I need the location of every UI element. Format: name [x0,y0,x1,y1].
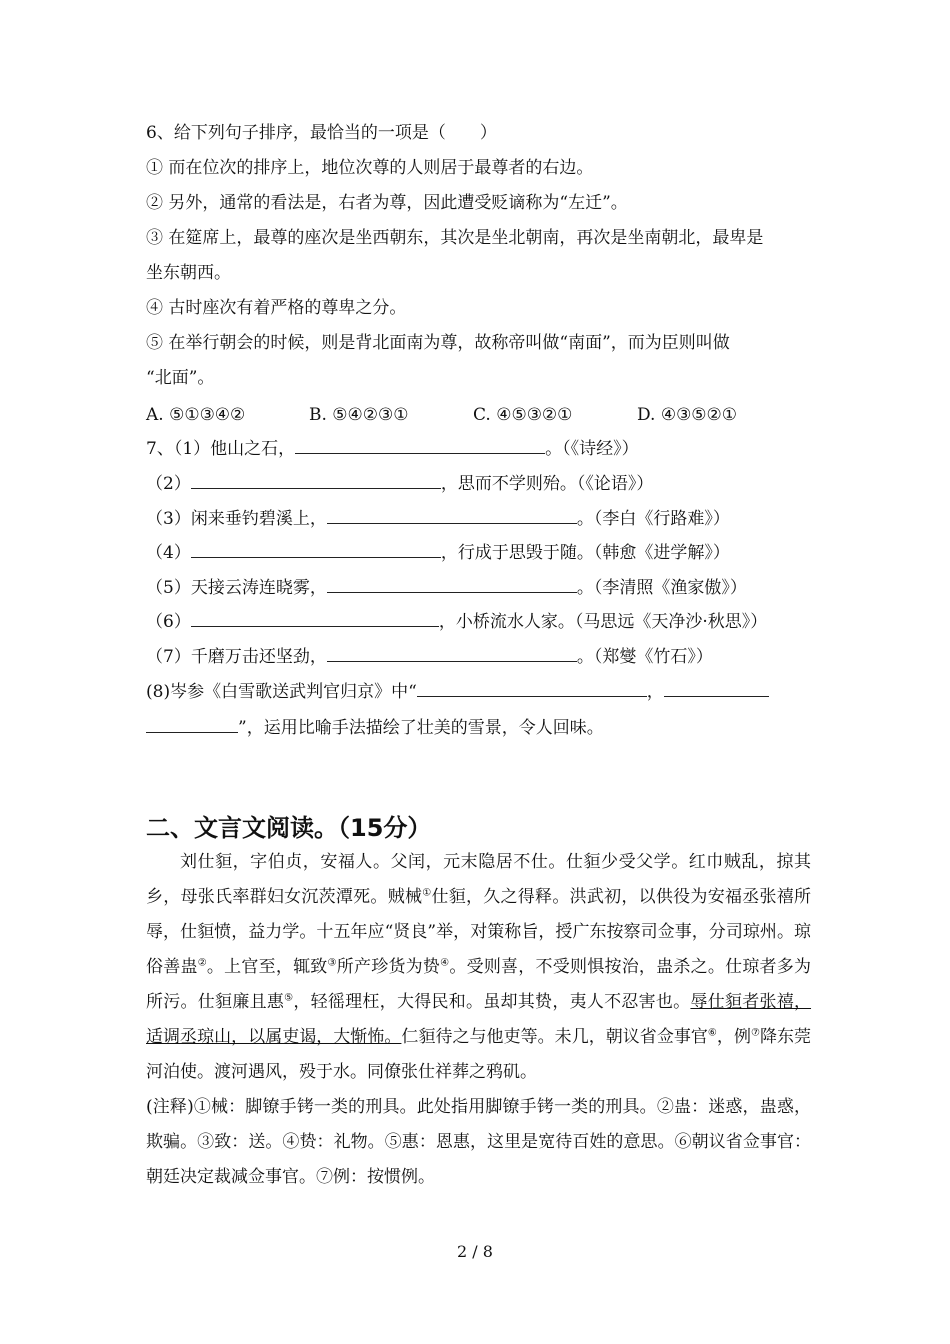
q7-8-blank-2b[interactable] [146,716,238,733]
q7-5-blank[interactable] [327,576,577,593]
q7-4-prefix: （4） [146,543,191,563]
q7-line-7 [146,645,713,669]
q7-4-suffix: ，行成于思毁于随。（韩愈《进学解》） [440,543,730,563]
q7-8-comma: ， [646,682,664,702]
q7-4-blank[interactable] [191,541,441,558]
classical-passage [146,845,811,1195]
q6-option-d: D. ④③⑤②① [637,405,738,425]
q6-option-a: A. ⑤①③④② [146,405,246,425]
q6-sentence-3a: ③ 在筵席上，最尊的座次是坐西朝东，其次是坐北朝南，再次是坐南朝北，最卑是 [146,228,764,248]
q7-1-blank[interactable] [295,437,545,454]
q7-line-8 [146,680,769,704]
q6-option-c: C. ④⑤③②① [473,405,573,425]
page-number: 2 / 8 [457,1242,493,1261]
q7-2-prefix: （2） [146,474,191,494]
q7-5-prefix: （5）天接云涛连晓雾， [146,578,327,598]
q7-8-prefix: (8)岑参《白雪歌送武判官归京》中“ [146,682,417,702]
q7-6-suffix: ，小桥流水人家。（马思远《天净沙·秋思》） [438,612,768,632]
q7-2-suffix: ，思而不学则殆。（《论语》） [440,474,654,494]
q7-3-suffix: 。（李白《行路难》） [576,509,730,529]
q7-1-suffix: 。（《诗经》） [545,439,639,459]
q6-sentence-2: ② 另外，通常的看法是，右者为尊，因此遭受贬谪称为“左迁”。 [146,193,628,213]
q7-3-prefix: （3）闲来垂钓碧溪上， [146,509,327,529]
q7-8-suffix: ”，运用比喻手法描绘了壮美的雪景，令人回味。 [238,718,604,738]
q7-line-1 [146,437,639,461]
q7-line-5 [146,576,747,600]
q6-options [146,403,737,427]
q7-6-blank[interactable] [191,610,439,627]
q7-8-blank-1[interactable] [417,680,647,697]
q6-sentence-4: ④ 古时座次有着严格的尊卑之分。 [146,298,407,318]
annotation-notes: (注释)①械：脚镣手铐一类的刑具。此处指用脚镣手铐一类的刑具。②蛊：迷惑，蛊惑，欺骗。③致：送。④贽：礼物。⑤惠：恩惠，这里是宽待百姓的意思。⑥朝议省佥事官：朝廷决定裁减佥事官。⑦例：按惯例。 [146,1097,811,1187]
q6-sentence-1: ① 而在位次的排序上，地位次尊的人则居于最尊者的右边。 [146,158,594,178]
q7-line-4 [146,541,730,565]
underlined-sentence: 辱仕貆者张禧，适调丞琼山，以属吏谒，大惭怖。 [146,992,812,1047]
q7-2-blank[interactable] [191,472,441,489]
q6-sentence-3b: 坐东朝西。 [146,263,231,283]
q7-5-suffix: 。（李清照《渔家傲》） [576,578,747,598]
q7-1-prefix: 7、（1）他山之石， [146,439,296,459]
q7-7-blank[interactable] [327,645,577,662]
q7-line-3 [146,507,730,531]
q7-line-9 [146,716,604,740]
q7-line-6 [146,610,767,634]
q7-8-blank-2a[interactable] [664,680,769,697]
q6-sentence-5a: ⑤ 在举行朝会的时候，则是背北面南为尊，故称帝叫做“南面”，而为臣则叫做 [146,333,730,353]
q7-3-blank[interactable] [327,507,577,524]
q7-line-2 [146,472,653,496]
section-title: 二、文言文阅读。（15分） [146,814,432,842]
q7-7-suffix: 。（郑燮《竹石》） [576,647,713,667]
q7-6-prefix: （6） [146,612,191,632]
q7-7-prefix: （7）千磨万击还坚劲， [146,647,327,667]
q6-sentence-5b: “北面”。 [146,368,215,388]
q6-stem: 6、给下列句子排序，最恰当的一项是（ ） [146,123,497,143]
q6-option-b: B. ⑤④②③① [309,405,409,425]
passage-paragraph: 刘仕貆，字伯贞，安福人。父闰，元末隐居不仕。仕貆少受父学。红巾贼乱，掠其乡，母张氏率群妇女沉茨潭死。贼械①仕貆，久之得释。洪武初，以供役为安福丞张禧所辱，仕貆愤，益力学。十五年应“贤良”举，对策称旨，授广东按察司佥事，分司琼州。琼俗善蛊②。上官至，辄致③所产珍货为贽④。受则喜，不受则惧按治，蛊杀之。仕琼者多为所污。仕貆廉且惠⑤，轻徭理枉，大得民和。虽却其贽，夷人不忍害也。辱仕貆者张禧，适调丞琼山，以属吏谒，大惭怖。仁貆待之与他吏等。未几，朝议省佥事官⑥，例⑦降东莞河泊使。渡河遇风，殁于水。同僚张仕祥葬之鸦矶。 [146,852,812,1082]
